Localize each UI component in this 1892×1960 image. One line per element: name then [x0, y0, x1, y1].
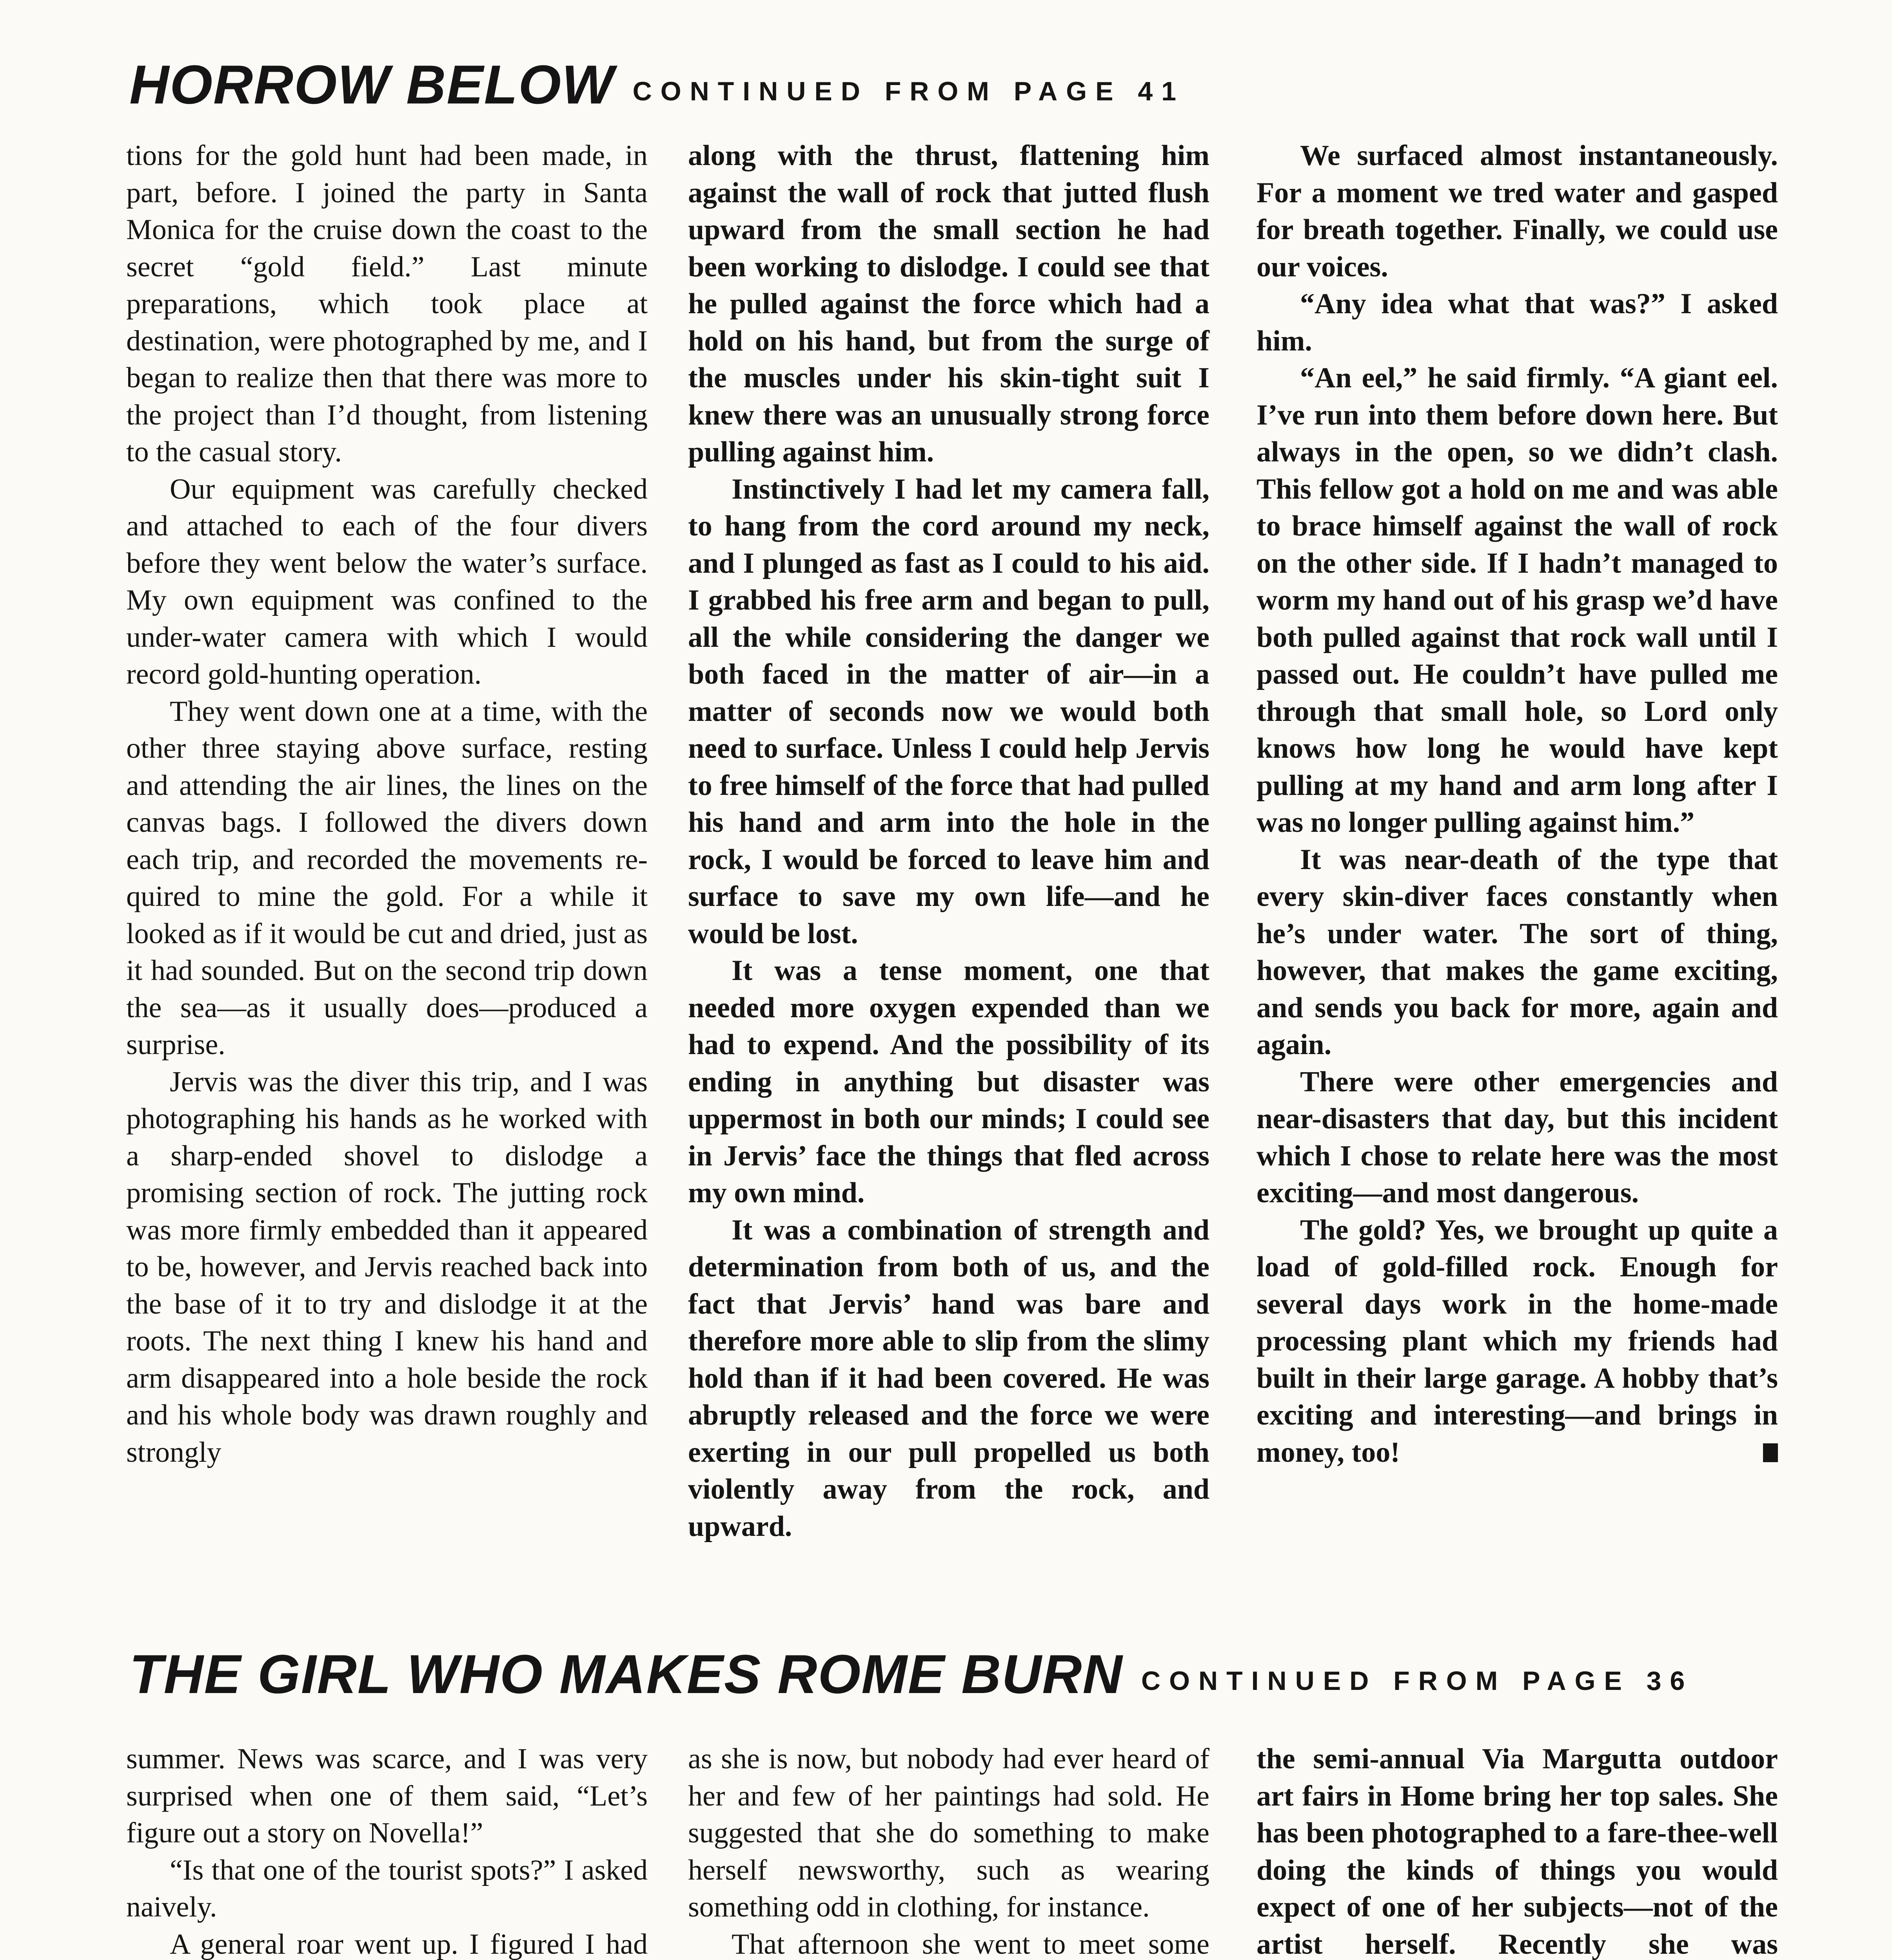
- paragraph-final: [1256, 1212, 1778, 1471]
- article-column-2: [688, 1740, 1209, 1960]
- paragraph: the semi-annual Via Margutta outdoor art fairs in Home bring her top sales. She has been photographed to a fare-thee-well doing the kinds of things you would expect of one of her subjects—not of the artist herself. Recently she was: [1256, 1743, 1778, 1960]
- paragraph: “An eel,” he said firmly. “A giant eel. I’ve run into them before down here. But always in the open, so we didn’t clash. This fellow got a hold on me and was able to brace himself against the wall of rock on the other side. If I hadn’t managed to worm my hand out of his grasp we’d have both pulled against that rock wall until I passed out. He couldn’t have pulled me through that small hole, so Lord only knows how long he would have kept pulling at my hand and arm long after I was no longer pulling against him.”: [1256, 362, 1778, 838]
- paragraph: It was near-death of the type that every skin-diver faces constantly when he’s under water. The sort of thing, however, that makes the game exciting, and sends you back for more, again and again.: [1256, 843, 1778, 1061]
- paragraph: as she is now, but nobody had ever heard of her and few of her paintings had sold. He suggested that she do something to make herself newsworthy, such as wearing something odd in clothing, for instance.: [688, 1743, 1209, 1923]
- article-column-3: [1256, 137, 1778, 1471]
- paragraph: Instinctively I had let my camera fall, to hang from the cord around my neck, and I plunged as fast as I could to his aid. I grabbed his free arm and began to pull, all the while considering the danger we both faced in the matter of air—in a matter of seconds now we would both need to surface. Unless I could help Jervis to free himself of the force that had pulled his hand and arm into the hole in the rock, I would be forced to leave him and surface to save my own life—and he would be lost.: [688, 473, 1209, 950]
- paragraph: There were other emergencies and near-disasters that day, but this incident which I chose to relate here was the most exciting—and most dangerous.: [1256, 1065, 1778, 1209]
- paragraph: along with the thrust, flattening him against the wall of rock that jutted flush upward from the small section he had been working to dislodge. I could see that he pulled against the force which had a hold on his hand, but from the surge of the muscles under his skin-tight suit I knew there was an unusually strong force pulling against him.: [688, 140, 1209, 468]
- paragraph: “Any idea what that was?” I asked him.: [1256, 288, 1778, 357]
- paragraph: Our equipment was carefully checked and attached to each of the four divers before they went below the water’s surface. My own equipment was confined to the under-water camera with which I would record gold-hunting operation.: [126, 473, 648, 690]
- paragraph: tions for the gold hunt had been made, in part, before. I joined the party in Santa Monica for the cruise down the coast to the secret “gold field.” Last minute preparations, which took place at destination, were photographed by me, and I began to realize then that there was more to the project than I’d thought, from listening to the casual story.: [126, 140, 648, 468]
- article-heading: [129, 53, 1185, 116]
- paragraph: summer. News was scarce, and I was very surprised when one of them said, “Let’s figure out a story on Novella!”: [126, 1743, 648, 1849]
- article-heading: [129, 1642, 1693, 1706]
- article-title: THE GIRL WHO MAKES ROME BURN: [129, 1643, 1123, 1705]
- article-title: HORROW BELOW: [129, 54, 615, 115]
- article-column-1: [126, 137, 648, 1471]
- article-column-2: [688, 137, 1209, 1545]
- paragraph: It was a combination of strength and determination from both of us, and the fact that Jervis’ hand was bare and therefore more able to slip from the slimy hold than if it had been covered. He was abruptly released and the force we were exerting in our pull propelled us both violently away from the rock, and upward.: [688, 1214, 1209, 1543]
- paragraph-text: The gold? Yes, we brought up quite a load of gold-filled rock. Enough for several days work in the home-made processing plant which my friends had built in their large garage. A hobby that’s exciting and interesting—and brings in money, too!: [1256, 1214, 1778, 1468]
- end-mark: [1763, 1443, 1778, 1462]
- continued-note: CONTINUED FROM PAGE 41: [632, 76, 1185, 106]
- article-column-1: [126, 1740, 648, 1960]
- paragraph: A general roar went up. I figured I had: [170, 1928, 648, 1960]
- article-column-3: [1256, 1740, 1778, 1960]
- continued-note: CONTINUED FROM PAGE 36: [1141, 1666, 1694, 1696]
- paragraph: We surfaced almost instantaneously. For a moment we tred water and gasped for breath together. Finally, we could use our voices.: [1256, 140, 1778, 283]
- paragraph: It was a tense moment, one that needed more oxygen expended than we had to expend. And the possibility of its ending in anything but disaster was uppermost in both our minds; I could see in Jervis’ face the things that fled across my own mind.: [688, 955, 1209, 1209]
- paragraph: Jervis was the diver this trip, and I was photographing his hands as he worked with a sharp-ended shovel to dislodge a promising section of rock. The jutting rock was more firmly embedded than it appeared to be, however, and Jervis reached back into the base of it to try and dislodge it at the roots. The next thing I knew his hand and arm disappeared into a hole beside the rock and his whole body was drawn roughly and strongly: [126, 1065, 648, 1468]
- paragraph: That afternoon she went to meet some: [732, 1928, 1209, 1960]
- paragraph: They went down one at a time, with the other three staying above surface, resting and attending the air lines, the lines on the canvas bags. I followed the divers down each trip, and recorded the movements required to mine the gold. For a while it looked as if it would be cut and dried, just as it had sounded. But on the second trip down the sea—as it usually does—produced a surprise.: [126, 695, 648, 1061]
- paragraph: “Is that one of the tourist spots?” I asked naively.: [126, 1854, 648, 1923]
